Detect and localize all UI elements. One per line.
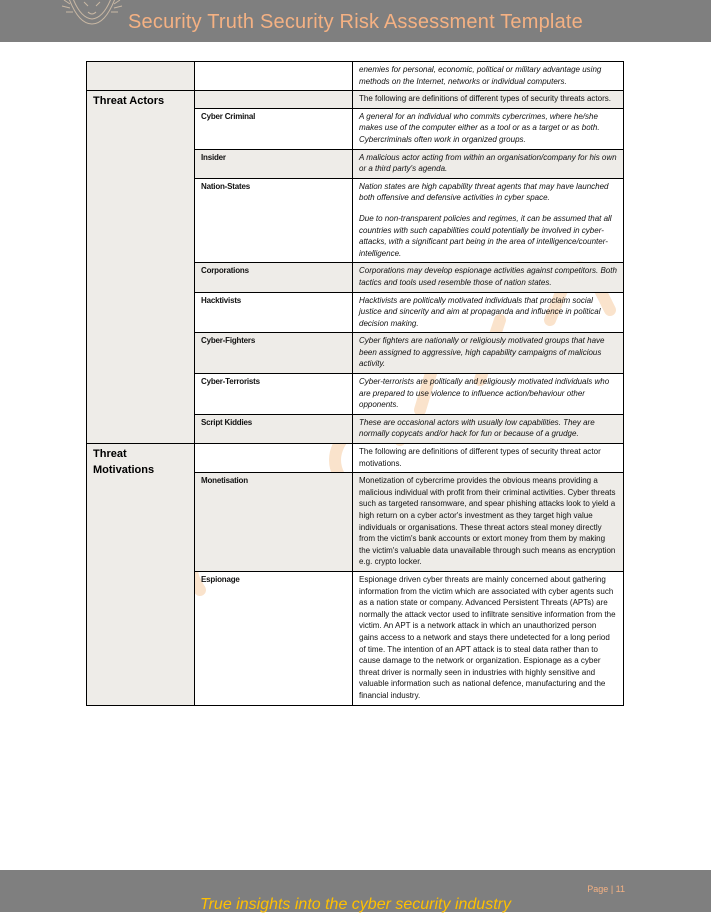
- actor-desc: Hacktivists are politically motivated individuals that proclaim social justice and sincerity and aim at propaganda and influence in political decision making.: [353, 292, 624, 333]
- actor-name: Insider: [195, 149, 353, 178]
- actor-desc-para: Due to non-transparent policies and regimes, it can be assumed that all countries with such capabilities could potentially be involved in cyber-attacks, with a significant part being in the area of intelligence/counter-intelligence.: [359, 213, 612, 258]
- category-label: Threat Actors: [93, 95, 165, 108]
- actor-desc: Cyber-terrorists are politically and religiously motivated individuals who are prepared to use violence to influence action/behaviour other opponents.: [353, 374, 624, 415]
- actor-name: Cyber-Fighters: [195, 333, 353, 374]
- actor-desc: A general for an individual who commits cybercrimes, where he/she makes use of the computer either as a tool or as a target or as both. Cybercriminals often work in organized groups.: [353, 108, 624, 149]
- table-row: [87, 444, 624, 473]
- actor-desc: A malicious actor acting from within an organisation/company for his own or a third party's agenda.: [353, 149, 624, 178]
- actor-desc: Cyber fighters are nationally or religiously motivated groups that have been assigned to aggressive, high capability campaigns of malicious activity.: [353, 333, 624, 374]
- actor-name: Cyber-Terrorists: [195, 374, 353, 415]
- motivation-name: Monetisation: [195, 473, 353, 572]
- actor-name: Corporations: [195, 263, 353, 292]
- threat-actors-cell: [87, 91, 195, 444]
- footer-tagline: True insights into the cyber security industry: [200, 896, 511, 913]
- risk-assessment-table: [86, 61, 624, 706]
- actor-name: Hacktivists: [195, 292, 353, 333]
- document-title: Security Truth Security Risk Assessment Template: [128, 11, 583, 33]
- motivation-desc: Espionage driven cyber threats are mainly concerned about gathering information from the victim which are associated with cyber agents such as a nation state or company. Advanced Persistent Threats (APTs) are normally the attack vector used to infiltrate sensitive information from the victim. An APT is a network attack in which an unauthorized person gains access to a network and stays there undetected for a long period of time. The intention of an APT attack is to steal data rather than to cause damage to the network or organization. Espionage as a cyber threat driver is normally seen in industries with highly sensitive and valuable information such as national defence, manufacturing and the financial industry.: [353, 571, 624, 705]
- intro-cell: The following are definitions of different types of security threat actor motivations.: [353, 444, 624, 473]
- category-label: Threat Motivations: [93, 448, 155, 477]
- actor-name: Script Kiddies: [195, 414, 353, 443]
- intro-cell: The following are definitions of different types of security threats actors.: [353, 91, 624, 109]
- table-row: [87, 91, 624, 109]
- threat-motivations-cell: [87, 444, 195, 705]
- actor-desc: These are occasional actors with usually low capabilities. They are normally copycats and/or hack for fun or because of a grudge.: [353, 414, 624, 443]
- page-header: [0, 0, 711, 42]
- motivation-desc: Monetization of cybercrime provides the obvious means providing a malicious individual with profit from their criminal activities. Cyber threats such as targeted ransomware, and spear phishing attacks look to yield a high return on a cyber actor's investment as they target high value individuals or organisations. These threat actors steal money directly from the victim's bank accounts or extort money from them by making the victim's valuable data unavailable through such means as encryption e.g. crypto locker.: [353, 473, 624, 572]
- actor-desc: [353, 178, 624, 263]
- actor-name: Nation-States: [195, 178, 353, 263]
- actor-desc-para: Nation states are high capability threat agents that may have launched both offensive and defensive activities in cyber space.: [359, 181, 609, 203]
- page-footer: [0, 870, 711, 912]
- actor-desc: Corporations may develop espionage activities against competitors. Both tactics and tools used resemble those of nation states.: [353, 263, 624, 292]
- actor-name: Cyber Criminal: [195, 108, 353, 149]
- table-row: [87, 62, 624, 91]
- motivation-name: Espionage: [195, 571, 353, 705]
- continuation-cell: enemies for personal, economic, political or military advantage using methods on the Internet, networks or individual computers.: [353, 62, 624, 91]
- page-number: Page | 11: [587, 884, 625, 894]
